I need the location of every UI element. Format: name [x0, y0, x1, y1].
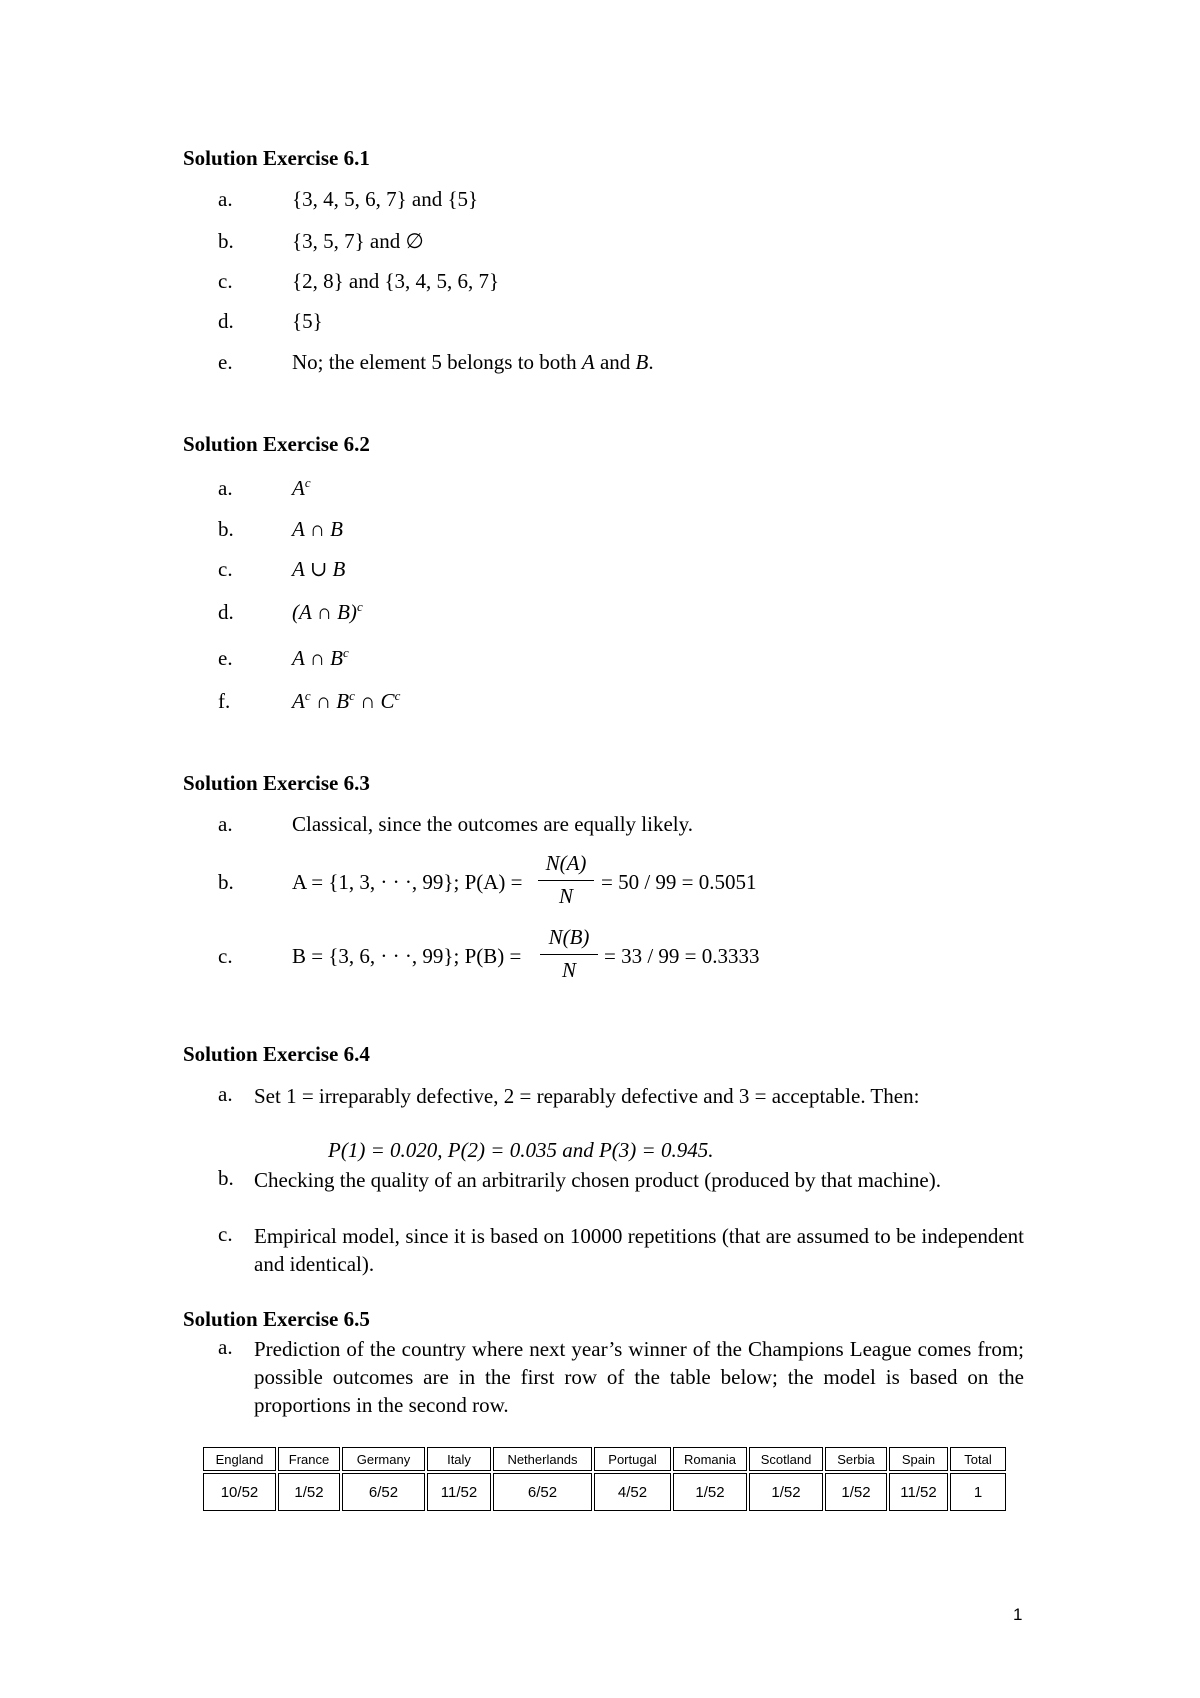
- heading-exercise-6-4: Solution Exercise 6.4: [183, 1042, 370, 1066]
- ex63-c-fraction: N(B) N: [540, 925, 598, 983]
- table-value-cell: 1/52: [749, 1473, 823, 1511]
- table-value-row: [203, 1473, 1006, 1511]
- ex64-item-a-text: Set 1 = irreparably defective, 2 = reparably defective and 3 = acceptable. Then:: [254, 1084, 920, 1108]
- ex63-b-result: = 50 / 99 = 0.5051: [601, 870, 757, 894]
- table-header-cell: Total: [950, 1447, 1006, 1471]
- heading-exercise-6-2: Solution Exercise 6.2: [183, 432, 370, 456]
- ex65-item-a-text: Prediction of the country where next year’s winner of the Champions League comes from; possible outcomes are in the first row of the table below; the model is based on the proportions in the second row.: [254, 1337, 1024, 1417]
- table-header-cell: Serbia: [825, 1447, 887, 1471]
- table-header-cell: Portugal: [594, 1447, 671, 1471]
- ex64-item-c-text: Empirical model, since it is based on 10000 repetitions (that are assumed to be independent and identical).: [254, 1224, 1024, 1276]
- heading-exercise-6-3: Solution Exercise 6.3: [183, 771, 370, 795]
- table-header-cell: France: [278, 1447, 340, 1471]
- table-value-cell: 11/52: [427, 1473, 491, 1511]
- champions-league-table: [201, 1445, 1008, 1513]
- table-value-cell: 6/52: [342, 1473, 425, 1511]
- heading-exercise-6-1: Solution Exercise 6.1: [183, 146, 370, 170]
- table-value-cell: 10/52: [203, 1473, 276, 1511]
- ex63-b-fraction: N(A) N: [538, 851, 594, 909]
- table-value-cell: 1: [950, 1473, 1006, 1511]
- table-value-cell: 1/52: [673, 1473, 747, 1511]
- table-header-cell: Italy: [427, 1447, 491, 1471]
- table-value-cell: 4/52: [594, 1473, 671, 1511]
- ex64-a-formula: P(1) = 0.020, P(2) = 0.035 and P(3) = 0.945.: [328, 1138, 714, 1162]
- table-header-cell: Spain: [889, 1447, 948, 1471]
- page-number: 1: [1013, 1605, 1023, 1624]
- heading-exercise-6-5: Solution Exercise 6.5: [183, 1307, 370, 1331]
- table-header-cell: Germany: [342, 1447, 425, 1471]
- table-value-cell: 1/52: [278, 1473, 340, 1511]
- ex63-c-result: = 33 / 99 = 0.3333: [604, 944, 760, 968]
- table-header-cell: Netherlands: [493, 1447, 592, 1471]
- table-value-cell: 11/52: [889, 1473, 948, 1511]
- table-header-cell: Scotland: [749, 1447, 823, 1471]
- table-header-cell: England: [203, 1447, 276, 1471]
- table-header-row: [203, 1447, 1006, 1471]
- ex64-item-b-text: Checking the quality of an arbitrarily chosen product (produced by that machine).: [254, 1168, 941, 1192]
- table-header-cell: Romania: [673, 1447, 747, 1471]
- ex64-item-a-label: a.: [218, 1082, 233, 1106]
- table-value-cell: 1/52: [825, 1473, 887, 1511]
- document-page: Solution Exercise 6.1 a. {3, 4, 5, 6, 7} and {5} b. {3, 5, 7} and ∅ c. {2, 8} and {3, 4, 5, 6, 7} d. {5} e. No; the element 5 belongs to both A and B. Solution Exercise 6.2 a. $A^c$ b. A ∩ B c. A ∪ B d. (A ∩ B)$^c$ e. A ∩ $B^c$ f. $A^c$ ∩ $B^c$ ∩ $C^c$ Solution Exercise 6.3 a. Classical, since the outcomes are equally likely. b. A = {1, 3, · · ·, 99}; P(A) = N(A) N = 50 / 99 = 0.5051 c. B = {3, 6, · · ·, 99}; P(B) = N(B) N = 33 / 99 = 0.3333 Solution Exercise 6.4 a. Set 1 = irreparably defective, 2 = reparably defective and 3 = acceptable. Then: P(1) = 0.020, P(2) = 0.035 and P(3) = 0.945. b. Checking the quality of an arbitrarily chosen product (produced by that machine). c. Empirical model, since it is based on 10000 repetitions (that are assumed to be independent and identical). Solution Exercise 6.5 a. Prediction of the country where next year’s winner of the Champions League comes from; possible outcomes are in the first row of the table below; the model is based on the proportions in the second row. England France Germany Italy Netherlands Portugal Romania Scotland Serbia Spain Total 10/52 1/52 6/52 11/52 6/52 4/52 1/52 1/52 1/52 11/52 1 1: [183, 146, 1024, 1624]
- table-value-cell: 6/52: [493, 1473, 592, 1511]
- ex64-item-b-label: b.: [218, 1166, 234, 1190]
- ex65-item-a-label: a.: [218, 1335, 233, 1359]
- ex64-item-c-label: c.: [218, 1222, 233, 1246]
